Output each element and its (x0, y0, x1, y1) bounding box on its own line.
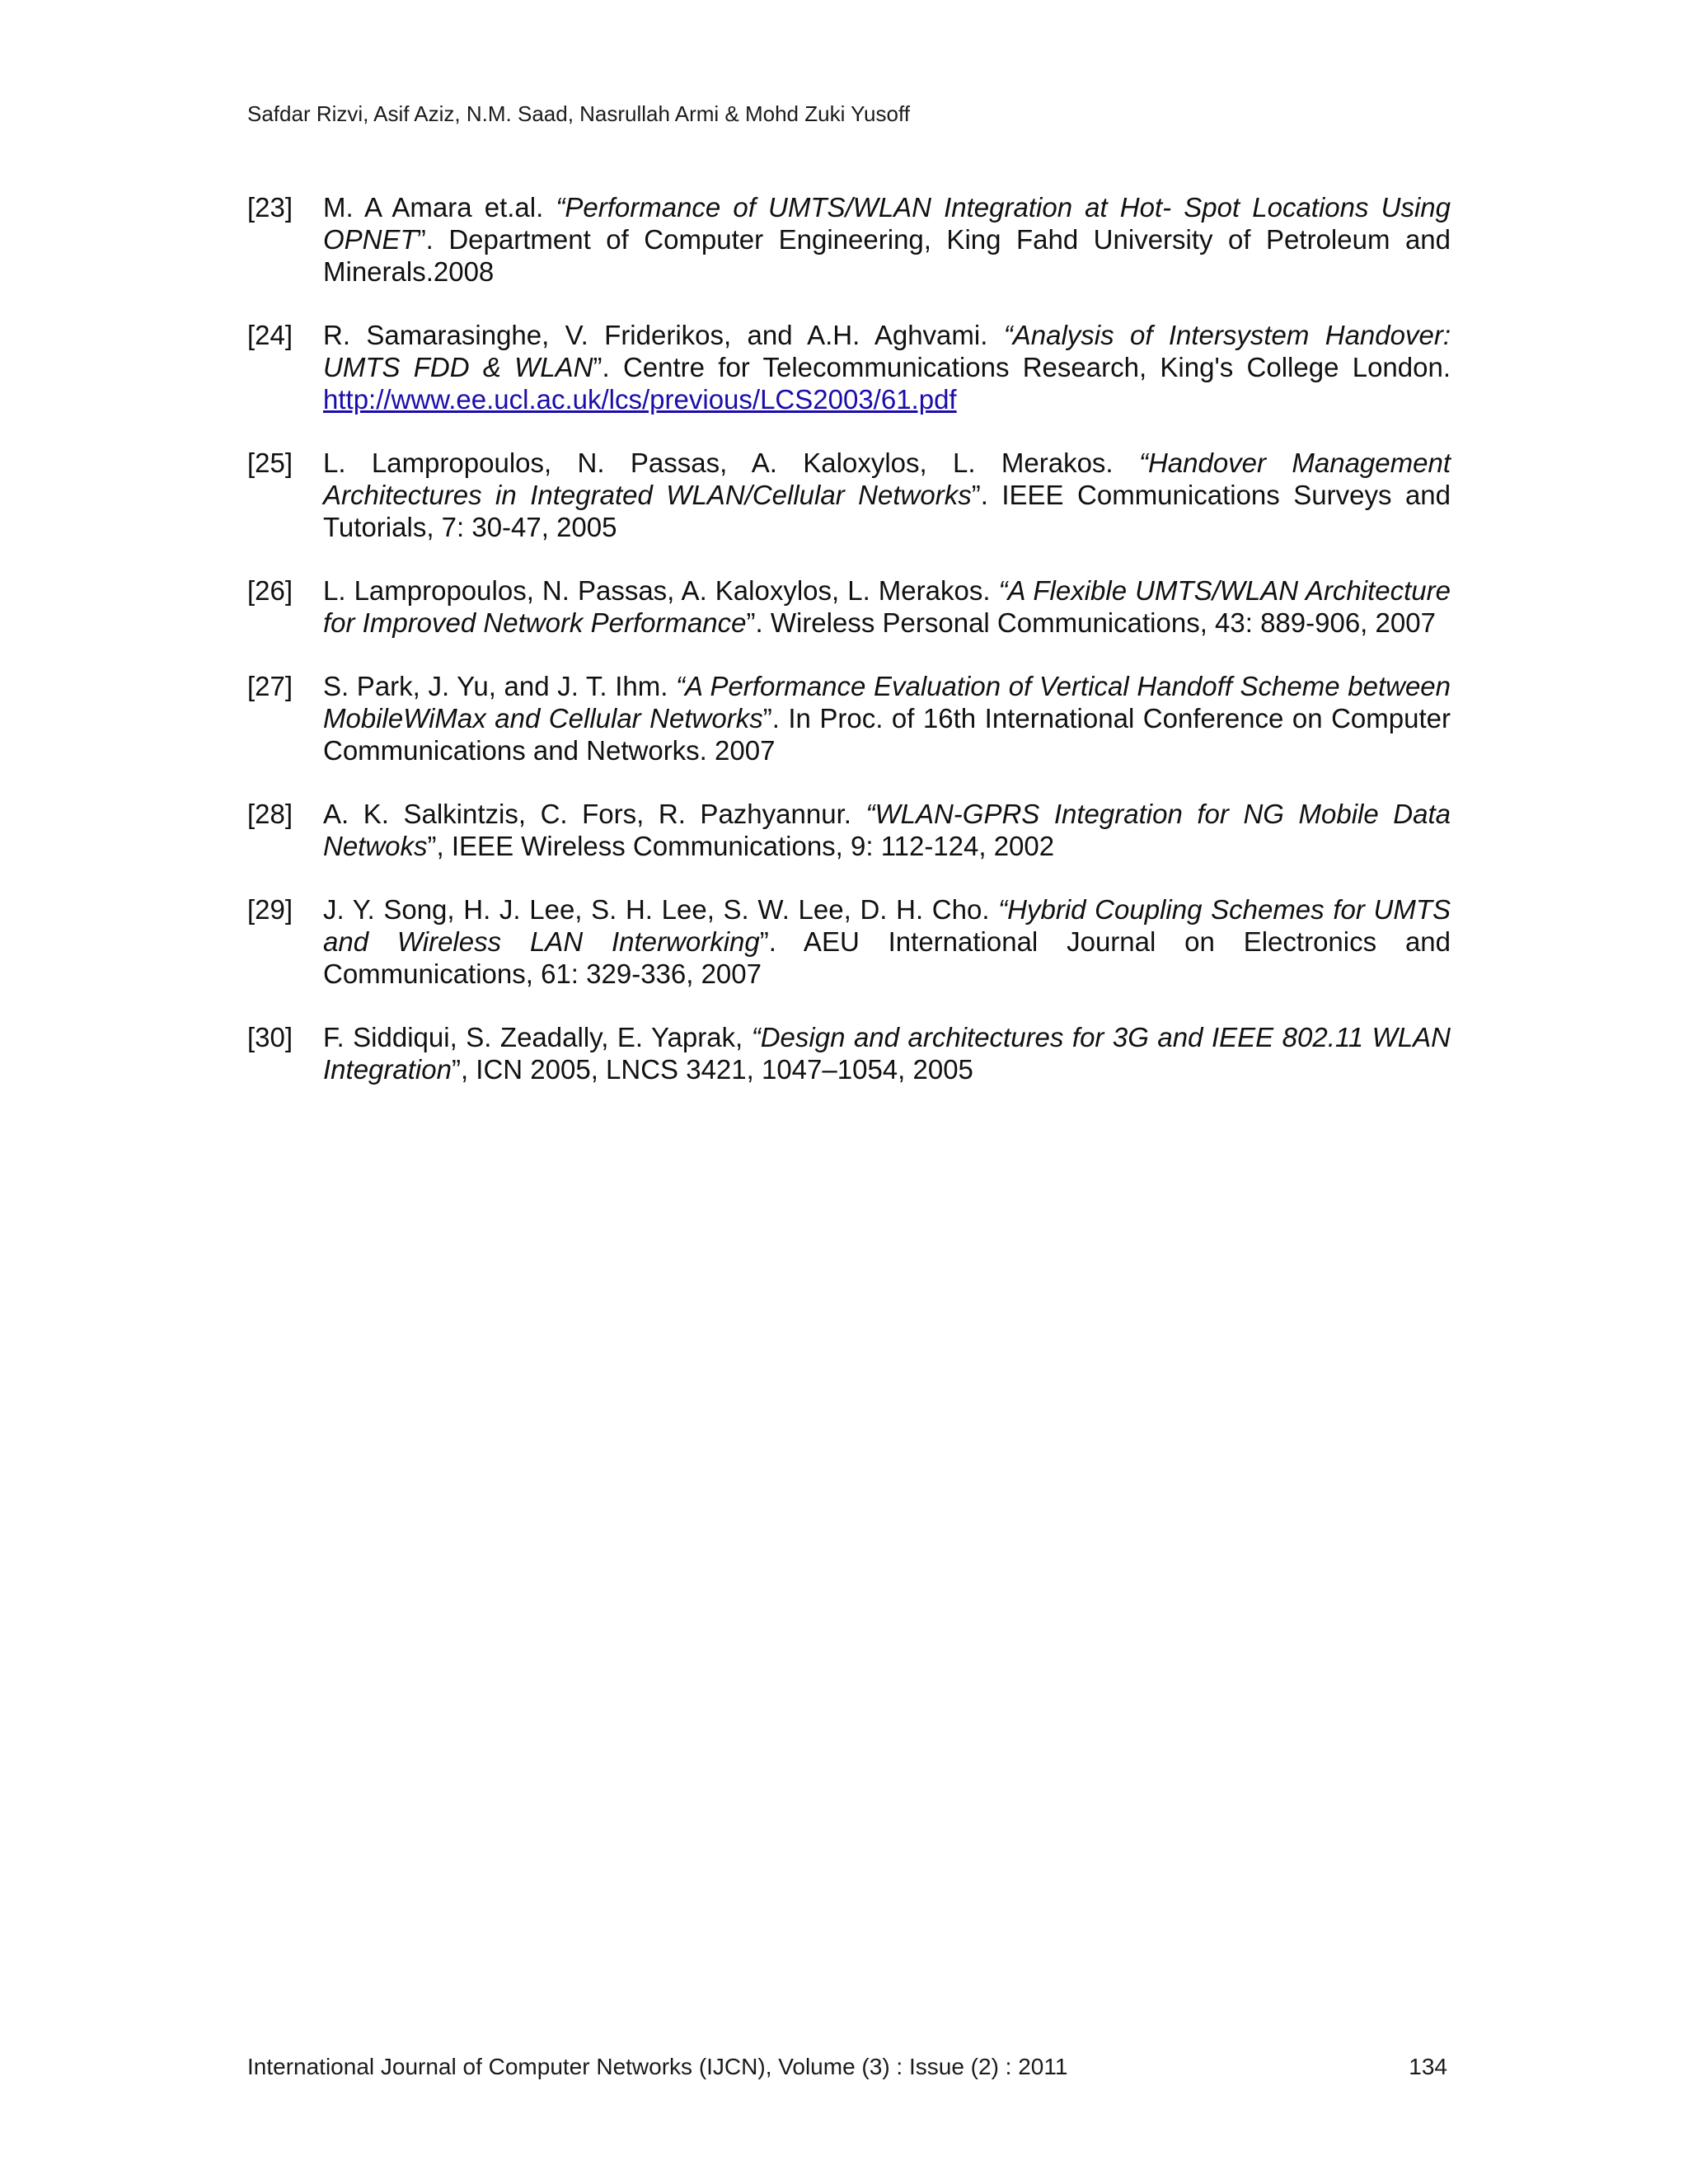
reference-title: “Performance of UMTS/WLAN Integration at Hot- Spot Locations Using OPNET (323, 192, 1451, 255)
reference-title: “A Flexible UMTS/WLAN Architecture for Improved Network Performance (323, 575, 1451, 638)
reference-number: [25] (247, 448, 293, 478)
reference-number: [27] (247, 671, 293, 701)
reference-number: [29] (247, 894, 293, 925)
reference-list (247, 191, 1451, 1085)
reference-item (247, 447, 1451, 543)
reference-authors: L. Lampropoulos, N. Passas, A. Kaloxylos, L. Merakos. (323, 575, 999, 606)
reference-details: ”. IEEE Communications Surveys and Tutorials, 7: 30-47, 2005 (323, 480, 1451, 542)
reference-title: “WLAN-GPRS Integration for NG Mobile Data Netwoks (323, 799, 1451, 861)
reference-authors: R. Samarasinghe, V. Friderikos, and A.H. Aghvami. (323, 320, 1004, 350)
reference-details: ”. AEU International Journal on Electronics and Communications, 61: 329-336, 2007 (323, 926, 1451, 989)
reference-number: [24] (247, 320, 293, 350)
reference-authors: J. Y. Song, H. J. Lee, S. H. Lee, S. W. Lee, D. H. Cho. (323, 894, 999, 925)
reference-item (247, 319, 1451, 415)
reference-title: “A Performance Evaluation of Vertical Handoff Scheme between MobileWiMax and Cellular Networks (323, 671, 1451, 733)
reference-number: [26] (247, 575, 293, 606)
reference-authors: A. K. Salkintzis, C. Fors, R. Pazhyannur. (323, 799, 866, 829)
reference-item (247, 574, 1451, 639)
reference-details: ”, IEEE Wireless Communications, 9: 112-124, 2002 (427, 831, 1055, 861)
reference-details: ”. Centre for Telecommunications Research, King's College London. (593, 352, 1451, 382)
reference-authors: L. Lampropoulos, N. Passas, A. Kaloxylos, L. Merakos. (323, 448, 1139, 478)
reference-item (247, 191, 1451, 288)
reference-number: [30] (247, 1022, 293, 1052)
reference-item (247, 1021, 1451, 1085)
reference-details: ”. Wireless Personal Communications, 43: 889-906, 2007 (746, 607, 1436, 638)
reference-item (247, 893, 1451, 990)
reference-details: ”, ICN 2005, LNCS 3421, 1047–1054, 2005 (451, 1054, 973, 1085)
reference-title: “Handover Management Architectures in Integrated WLAN/Cellular Networks (323, 448, 1451, 510)
reference-item (247, 670, 1451, 766)
reference-number: [28] (247, 799, 293, 829)
reference-url-link[interactable]: http://www.ee.ucl.ac.uk/lcs/previous/LCS2003/61.pdf (323, 384, 957, 415)
reference-title: “Hybrid Coupling Schemes for UMTS and Wireless LAN Interworking (323, 894, 1451, 957)
running-header: Safdar Rizvi, Asif Aziz, N.M. Saad, Nasrullah Armi & Mohd Zuki Yusoff (247, 101, 910, 126)
reference-authors: S. Park, J. Yu, and J. T. Ihm. (323, 671, 677, 701)
page-footer (247, 2050, 1447, 2083)
reference-title: “Design and architectures for 3G and IEEE 802.11 WLAN Integration (323, 1022, 1451, 1085)
footer-journal: International Journal of Computer Networks (IJCN), Volume (3) : Issue (2) : 2011 (247, 2054, 1068, 2079)
reference-details: ”. Department of Computer Engineering, King Fahd University of Petroleum and Minerals.2008 (323, 224, 1451, 287)
reference-number: [23] (247, 192, 293, 223)
reference-details: ”. In Proc. of 16th International Conference on Computer Communications and Networks. 2007 (323, 703, 1451, 766)
reference-authors: M. A Amara et.al. (323, 192, 556, 223)
reference-item (247, 798, 1451, 862)
reference-title: “Analysis of Intersystem Handover: UMTS FDD & WLAN (323, 320, 1451, 382)
reference-authors: F. Siddiqui, S. Zeadally, E. Yaprak, (323, 1022, 752, 1052)
page-number: 134 (1409, 2054, 1447, 2079)
